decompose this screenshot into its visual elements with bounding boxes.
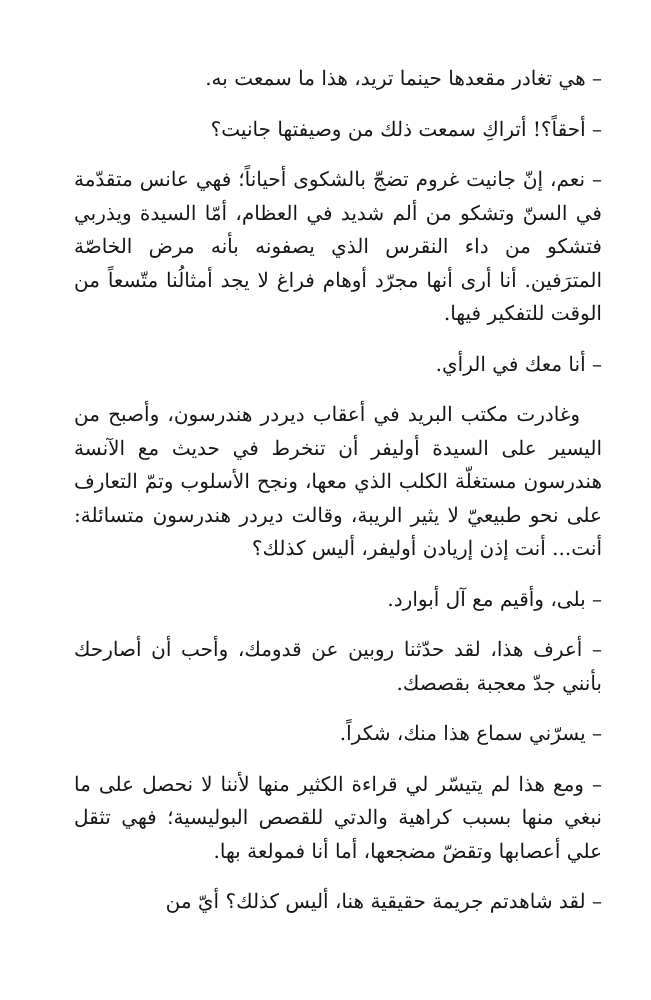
dialogue-paragraph: – أعرف هذا، لقد حدّثنا روبين عن قدومك، وأحب أن أصارحك بأنني جدّ معجبة بقصصك.	[74, 637, 602, 695]
dialogue-paragraph: – يسرّني سماع هذا منك، شكراً.	[339, 721, 602, 745]
dialogue-paragraph: – أحقاً؟! أتراكِ سمعت ذلك من وصيفتها جانيت؟	[210, 116, 602, 141]
dialogue-paragraph: – بلى، وأقيم مع آل أبوارد.	[387, 586, 602, 611]
dialogue-paragraph: – نعم، إنّ جانيت غروم تضجّ بالشكوى أحياناً؛ فهي عانس متقدّمة في السنّ وتشكو من ألم شديد في العظام، أمّا السيدة ويذربي فتشكو من داء النقرس الذي يصفونه بأنه مرض الخاصّة المترَفين. أنا أرى أنها مجرّد أوهام فراغ لا يجد أمثالُنا متّسعاً من الوقت للتفكير فيها.	[74, 167, 602, 325]
dialogue-paragraph: – أنا معك في الرأي.	[435, 351, 602, 376]
dialogue-paragraph: – ومع هذا لم يتيسّر لي قراءة الكثير منها لأننا لا نحصل على ما نبغي منها بسبب كراهية والدتي للقصص البوليسية؛ فهي تثقل علي أعصابها وتقضّ مضجعها، أما أنا فمولعة بها.	[74, 771, 602, 863]
page-text	[74, 62, 602, 936]
dialogue-paragraph: – هي تغادر مقعدها حينما تريد، هذا ما سمعت به.	[205, 66, 602, 90]
narrative-paragraph: وغادرت مكتب البريد في أعقاب ديردر هندرسون، وأصبح من اليسير على السيدة أوليفر أن تنخرط في حديث مع الآنسة هندرسون مستغلّة الكلب الذي معها، ونجح الأسلوب وتمّ التعارف على نحو طبيعيّ لا يثير الريبة، وقالت ديردر هندرسون متسائلة: أنت... أنت إذن إريادن أوليفر، أليس كذلك؟	[74, 402, 602, 560]
dialogue-paragraph: – لقد شاهدتم جريمة حقيقية هنا، أليس كذلك؟ أيّ من	[165, 889, 602, 913]
